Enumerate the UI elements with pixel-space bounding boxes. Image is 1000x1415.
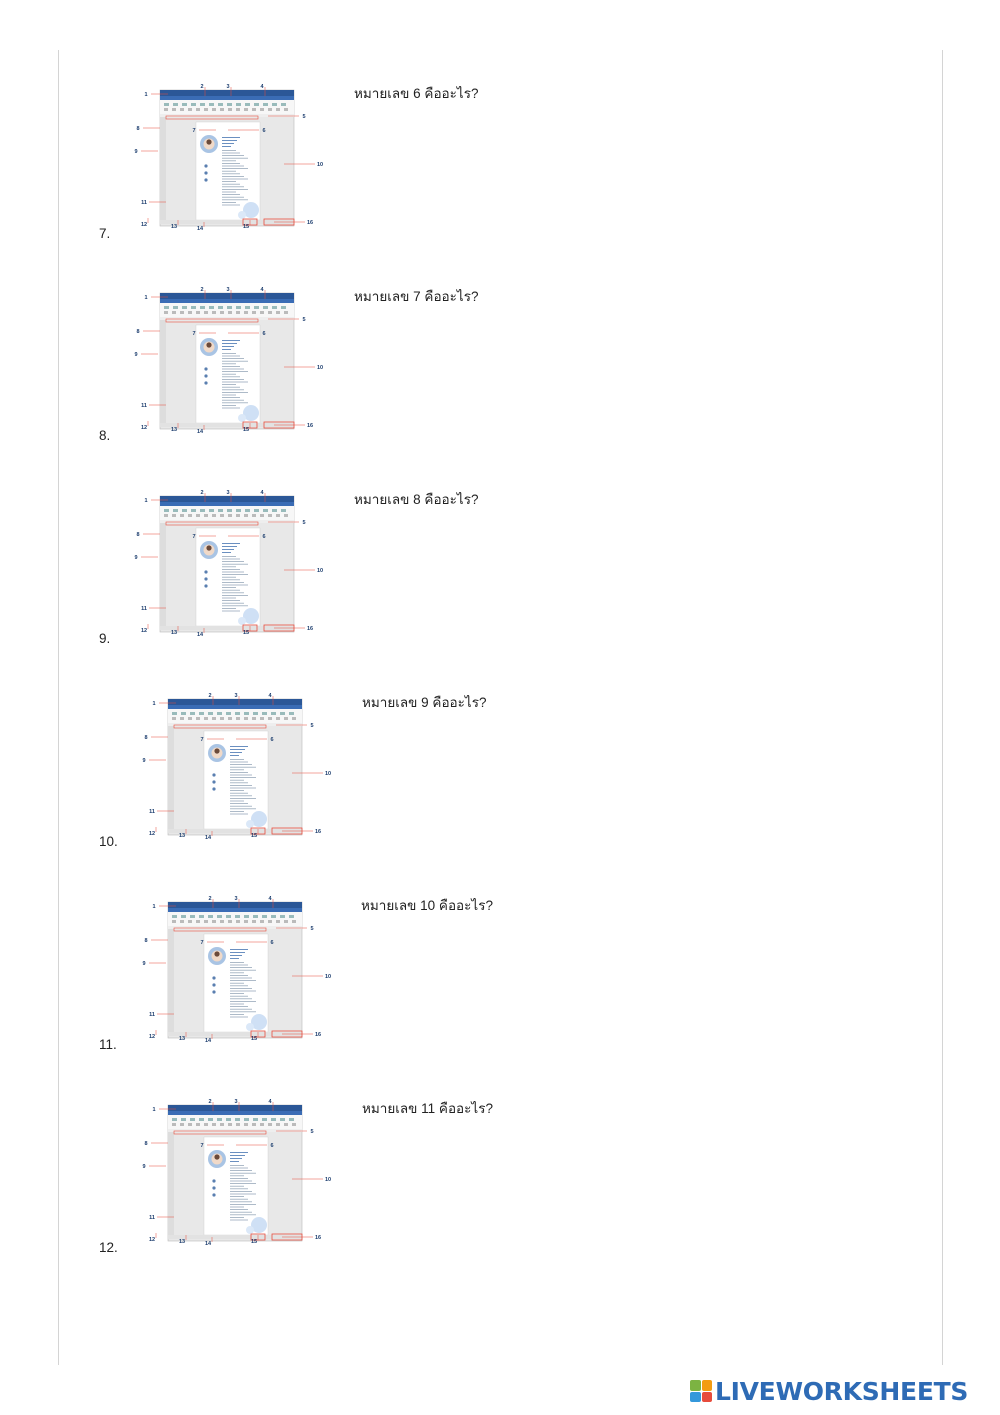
callout-label: 9 xyxy=(142,758,146,764)
callout-label: 13 xyxy=(178,1239,186,1245)
callout-label: 13 xyxy=(178,1036,186,1042)
callout-label: 2 xyxy=(208,1099,212,1105)
callout-label: 12 xyxy=(140,425,148,431)
callout-label: 4 xyxy=(268,896,272,902)
callout-label: 7 xyxy=(200,1143,204,1149)
callout-label: 4 xyxy=(268,693,272,699)
callout-label: 8 xyxy=(144,1141,148,1147)
callout-label: 5 xyxy=(310,1129,314,1135)
question-9 xyxy=(0,476,1000,676)
callout-label: 6 xyxy=(262,534,266,540)
callout-label: 12 xyxy=(148,1034,156,1040)
callout-label: 5 xyxy=(310,926,314,932)
callout-label: 9 xyxy=(134,149,138,155)
question-8 xyxy=(0,273,1000,473)
callout-label: 16 xyxy=(306,423,314,429)
callout-label: 16 xyxy=(306,220,314,226)
callout-label: 11 xyxy=(149,1215,155,1221)
callout-label: 5 xyxy=(310,723,314,729)
callout-label: 10 xyxy=(324,974,332,980)
callout-label: 11 xyxy=(149,1012,155,1018)
callout-label: 7 xyxy=(200,940,204,946)
callout-label: 14 xyxy=(204,835,212,841)
callout-label: 14 xyxy=(196,429,204,435)
question-12 xyxy=(0,1085,1000,1285)
callout-label: 16 xyxy=(314,1032,322,1038)
callout-label: 15 xyxy=(250,833,258,839)
callout-label: 2 xyxy=(208,896,212,902)
word-interface-figure xyxy=(130,281,330,441)
callout-label: 5 xyxy=(302,317,306,323)
callout-label: 15 xyxy=(250,1036,258,1042)
callout-label: 8 xyxy=(136,126,140,132)
word-screenshot-svg xyxy=(130,78,330,238)
callout-label: 1 xyxy=(152,904,156,910)
word-interface-figure xyxy=(138,687,338,847)
callout-label: 12 xyxy=(148,1237,156,1243)
callout-label: 6 xyxy=(270,1143,274,1149)
word-screenshot-svg xyxy=(138,1093,338,1253)
callout-label: 2 xyxy=(200,287,204,293)
callout-label: 6 xyxy=(262,331,266,337)
callout-label: 9 xyxy=(142,1164,146,1170)
callout-label: 16 xyxy=(314,829,322,835)
callout-label: 1 xyxy=(152,1107,156,1113)
callout-label: 5 xyxy=(302,114,306,120)
callout-label: 6 xyxy=(270,737,274,743)
callout-label: 11 xyxy=(141,200,147,206)
callout-label: 11 xyxy=(141,606,147,612)
question-text: หมายเลข 10 คืออะไร? xyxy=(361,898,493,913)
callout-label: 15 xyxy=(242,427,250,433)
word-screenshot-svg xyxy=(138,687,338,847)
callout-label: 4 xyxy=(260,490,264,496)
callout-label: 6 xyxy=(262,128,266,134)
word-interface-figure xyxy=(130,78,330,238)
word-interface-figure xyxy=(138,1093,338,1253)
callout-label: 9 xyxy=(142,961,146,967)
word-screenshot-svg xyxy=(138,890,338,1050)
callout-label: 4 xyxy=(260,84,264,90)
callout-label: 10 xyxy=(316,568,324,574)
callout-label: 8 xyxy=(144,938,148,944)
callout-label: 10 xyxy=(316,365,324,371)
callout-label: 10 xyxy=(324,1177,332,1183)
callout-label: 10 xyxy=(324,771,332,777)
question-number: 9. xyxy=(99,631,111,646)
question-text: หมายเลข 8 คืออะไร? xyxy=(354,492,479,507)
callout-label: 15 xyxy=(242,224,250,230)
callout-label: 12 xyxy=(140,222,148,228)
callout-label: 2 xyxy=(200,490,204,496)
question-10 xyxy=(0,679,1000,879)
callout-label: 7 xyxy=(192,534,196,540)
brand-name: LIVEWORKSHEETS xyxy=(715,1376,969,1406)
liveworksheets-logo-icon xyxy=(690,1380,712,1402)
question-text: หมายเลข 6 คืออะไร? xyxy=(354,86,479,101)
question-11 xyxy=(0,882,1000,1082)
callout-label: 14 xyxy=(204,1038,212,1044)
callout-label: 11 xyxy=(149,809,155,815)
callout-label: 12 xyxy=(140,628,148,634)
question-text: หมายเลข 9 คืออะไร? xyxy=(362,695,487,710)
callout-label: 15 xyxy=(250,1239,258,1245)
callout-label: 16 xyxy=(306,626,314,632)
callout-label: 14 xyxy=(204,1241,212,1247)
callout-label: 3 xyxy=(226,490,230,496)
word-screenshot-svg xyxy=(130,484,330,644)
callout-label: 1 xyxy=(144,92,148,98)
word-screenshot-svg xyxy=(130,281,330,441)
callout-label: 14 xyxy=(196,632,204,638)
question-number: 11. xyxy=(99,1037,117,1052)
question-number: 12. xyxy=(99,1240,118,1255)
callout-label: 1 xyxy=(144,295,148,301)
callout-label: 6 xyxy=(270,940,274,946)
callout-label: 13 xyxy=(170,427,178,433)
question-text: หมายเลข 7 คืออะไร? xyxy=(354,289,479,304)
callout-label: 8 xyxy=(144,735,148,741)
callout-label: 8 xyxy=(136,532,140,538)
callout-label: 14 xyxy=(196,226,204,232)
callout-label: 11 xyxy=(141,403,147,409)
callout-label: 7 xyxy=(192,128,196,134)
callout-label: 3 xyxy=(226,84,230,90)
liveworksheets-logo xyxy=(690,1375,968,1407)
callout-label: 2 xyxy=(208,693,212,699)
callout-label: 13 xyxy=(178,833,186,839)
callout-label: 1 xyxy=(152,701,156,707)
question-7 xyxy=(0,70,1000,270)
word-interface-figure xyxy=(138,890,338,1050)
question-number: 7. xyxy=(99,226,111,241)
callout-label: 16 xyxy=(314,1235,322,1241)
question-text: หมายเลข 11 คืออะไร? xyxy=(362,1101,493,1116)
callout-label: 10 xyxy=(316,162,324,168)
callout-label: 4 xyxy=(268,1099,272,1105)
callout-label: 2 xyxy=(200,84,204,90)
callout-label: 8 xyxy=(136,329,140,335)
callout-label: 7 xyxy=(192,331,196,337)
callout-label: 3 xyxy=(234,896,238,902)
callout-label: 12 xyxy=(148,831,156,837)
callout-label: 3 xyxy=(226,287,230,293)
callout-label: 13 xyxy=(170,224,178,230)
question-number: 10. xyxy=(99,834,118,849)
callout-label: 5 xyxy=(302,520,306,526)
callout-label: 9 xyxy=(134,352,138,358)
callout-label: 3 xyxy=(234,693,238,699)
callout-label: 7 xyxy=(200,737,204,743)
callout-label: 9 xyxy=(134,555,138,561)
callout-label: 3 xyxy=(234,1099,238,1105)
callout-label: 15 xyxy=(242,630,250,636)
callout-label: 4 xyxy=(260,287,264,293)
question-number: 8. xyxy=(99,428,111,443)
word-interface-figure xyxy=(130,484,330,644)
callout-label: 13 xyxy=(170,630,178,636)
callout-label: 1 xyxy=(144,498,148,504)
